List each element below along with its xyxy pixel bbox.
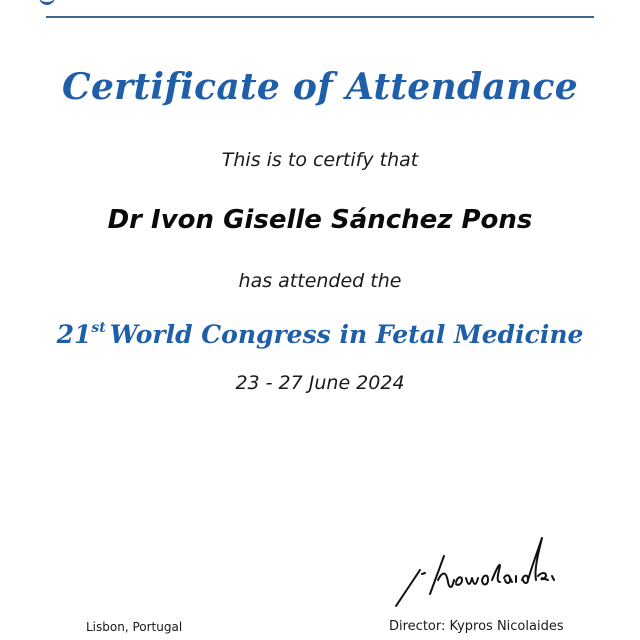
certify-line: This is to certify that [221,149,419,171]
certificate-title: Certificate of Attendance [62,66,578,108]
event-ordinal-suffix: st [91,320,106,336]
event-ordinal-number: 21 [56,320,92,349]
logo-icon [39,0,55,5]
header-divider [46,16,594,18]
attended-line: has attended the [238,270,402,292]
recipient-name: Dr Ivon Giselle Sánchez Pons [107,205,533,235]
event-name: World Congress in Fetal Medicine [109,320,584,349]
event-dates: 23 - 27 June 2024 [235,372,405,394]
signature-icon [392,530,562,610]
event-title [0,320,640,349]
director-name: Director: Kypros Nicolaides [389,619,564,634]
location: Lisbon, Portugal [86,620,183,634]
